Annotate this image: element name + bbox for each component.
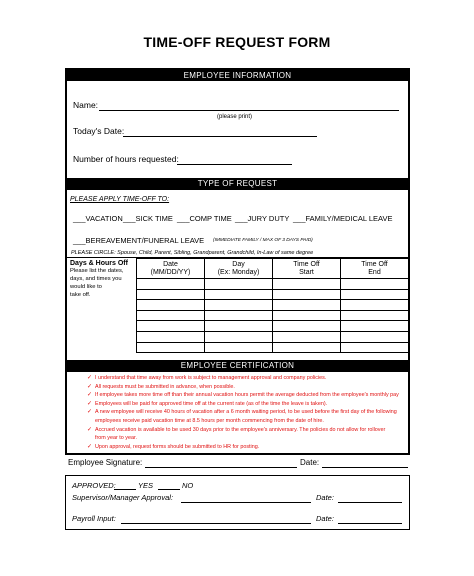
certification-text: from year to year. [95,435,137,442]
main-form-box [65,68,410,455]
approved-yes-blank[interactable] [114,489,136,490]
table-cell[interactable] [137,300,205,311]
certification-text: All requests must be submitted in advance, when possible. [95,383,235,390]
days-hours-panel [70,260,136,299]
checkmark-icon: ✓ [87,383,93,390]
name-field[interactable] [99,110,399,111]
type-of-request-header: TYPE OF REQUEST [67,178,408,190]
certification-item [87,374,407,383]
certification-item [87,417,407,426]
table-row [137,279,409,290]
certification-text: Accrued vacation is available to be used 30 days prior to the employee's anniversary. The policies do not allow for rollover [95,426,386,433]
sick-time-option[interactable]: ___SICK TIME [123,214,173,223]
table-row [137,300,409,311]
supervisor-label: Supervisor/Manager Approval: [72,493,174,502]
payroll-date-field[interactable] [338,523,402,524]
payroll-field[interactable] [121,523,311,524]
certification-text: employees receive paid vacation time at 8.5 hours per month commencing from the date of hire. [95,417,324,424]
apply-label: PLEASE APPLY TIME-OFF TO: [70,196,170,203]
signature-date-label: Date: [300,458,320,467]
checkmark-icon: ✓ [87,392,93,399]
days-hours-instruction-4: take off. [70,292,91,298]
table-cell[interactable] [341,342,409,353]
table-cell[interactable] [273,279,341,290]
table-cell[interactable] [273,321,341,332]
table-cell[interactable] [341,279,409,290]
signature-date-field[interactable] [322,467,408,468]
table-row [137,310,409,321]
certification-text: If employee takes more time off than their annual vacation hours permit the average deducted from the employee's monthly pay [95,392,399,399]
date-column-header: Date (MM/DD/YY) [137,259,205,279]
table-row [137,321,409,332]
signature-field[interactable] [145,467,297,468]
form-title: TIME-OFF REQUEST FORM [143,34,331,50]
approved-label: APPROVED: [72,481,116,490]
time-off-end-column-header: Time Off End [341,259,409,279]
table-cell[interactable] [205,331,273,342]
checkmark-icon: ✓ [87,409,93,416]
table-cell[interactable] [341,331,409,342]
hours-field[interactable] [177,164,292,165]
certification-text: Upon approval, request forms should be submitted to HR for posting. [95,443,260,450]
bereavement-option[interactable]: ___BEREAVEMENT/FUNERAL LEAVE [73,236,205,245]
certification-item [87,400,407,409]
table-cell[interactable] [341,300,409,311]
table-cell[interactable] [137,321,205,332]
jury-duty-option[interactable]: ___JURY DUTY [235,214,290,223]
supervisor-date-label: Date: [316,493,334,502]
checkmark-icon: ✓ [87,426,93,433]
checkmark-icon: ✓ [87,443,93,450]
certification-item [87,443,407,452]
circle-note: PLEASE CIRCLE: Spouse, Child, Parent, Sibling, Grandparent, Grandchild, In-Law of same degree [71,250,314,256]
table-cell[interactable] [205,279,273,290]
table-cell[interactable] [341,321,409,332]
certification-item [87,383,407,392]
days-hours-instruction-3: would like to [70,284,102,290]
checkmark-icon: ✓ [87,375,93,381]
supervisor-date-field[interactable] [338,502,402,503]
time-off-start-column-header: Time Off Start [273,259,341,279]
vacation-option[interactable]: ___VACATION [73,214,123,223]
table-cell[interactable] [341,289,409,300]
date-field[interactable] [123,136,317,137]
certification-item [87,426,407,435]
table-cell[interactable] [205,310,273,321]
certification-list [87,374,407,451]
table-cell[interactable] [137,279,205,290]
table-row [137,342,409,353]
approval-box [65,475,410,530]
comp-time-option[interactable]: ___COMP TIME [177,214,232,223]
bereavement-note: (IMMEDIATE FAMILY / MAX OF 3 DAYS PAID) [213,238,313,243]
approved-no-label: NO [182,481,194,490]
table-cell[interactable] [205,289,273,300]
employee-info-header: EMPLOYEE INFORMATION [67,70,408,81]
hours-label: Number of hours requested: [73,154,179,164]
table-cell[interactable] [273,310,341,321]
signature-label: Employee Signature: [68,458,143,467]
employee-certification-header: EMPLOYEE CERTIFICATION [67,360,408,372]
table-cell[interactable] [137,310,205,321]
table-cell[interactable] [273,300,341,311]
checkmark-icon: ✓ [87,400,93,407]
days-hours-instruction-1: Please list the dates, [70,268,124,274]
certification-text: I understand that time away from work is subject to management approval and company policies. [95,375,327,381]
approved-yes-label: YES [138,481,154,490]
certification-text: A new employee will receive 40 hours of vacation after a 6 month waiting period, to be used before the first day of the following [95,409,397,416]
print-hint: (please print) [217,114,253,120]
payroll-date-label: Date: [316,514,334,523]
table-cell[interactable] [273,342,341,353]
day-column-header: Day (Ex: Monday) [205,259,273,279]
table-cell[interactable] [273,331,341,342]
table-cell[interactable] [137,331,205,342]
certification-item [87,434,407,443]
table-cell[interactable] [137,289,205,300]
table-cell[interactable] [273,289,341,300]
payroll-label: Payroll Input: [72,514,116,523]
table-row [137,331,409,342]
supervisor-field[interactable] [181,502,311,503]
days-hours-table [136,258,409,353]
certification-text: Employees will be paid for approved time off at the current rate (as of the time the leave is taken). [95,400,328,407]
days-hours-title: Days & Hours Off [70,260,128,267]
table-row [137,289,409,300]
days-hours-instruction-2: days, and times you [70,276,122,282]
table-cell[interactable] [137,342,205,353]
certification-item [87,391,407,400]
table-cell[interactable] [205,300,273,311]
family-medical-option[interactable]: ___FAMILY/MEDICAL LEAVE [293,214,393,223]
table-cell[interactable] [205,321,273,332]
date-label: Today's Date: [73,126,125,136]
approved-no-blank[interactable] [158,489,180,490]
certification-item [87,408,407,417]
name-label: Name: [73,100,99,110]
table-cell[interactable] [341,310,409,321]
table-cell[interactable] [205,342,273,353]
days-hours-header-row [137,259,409,279]
